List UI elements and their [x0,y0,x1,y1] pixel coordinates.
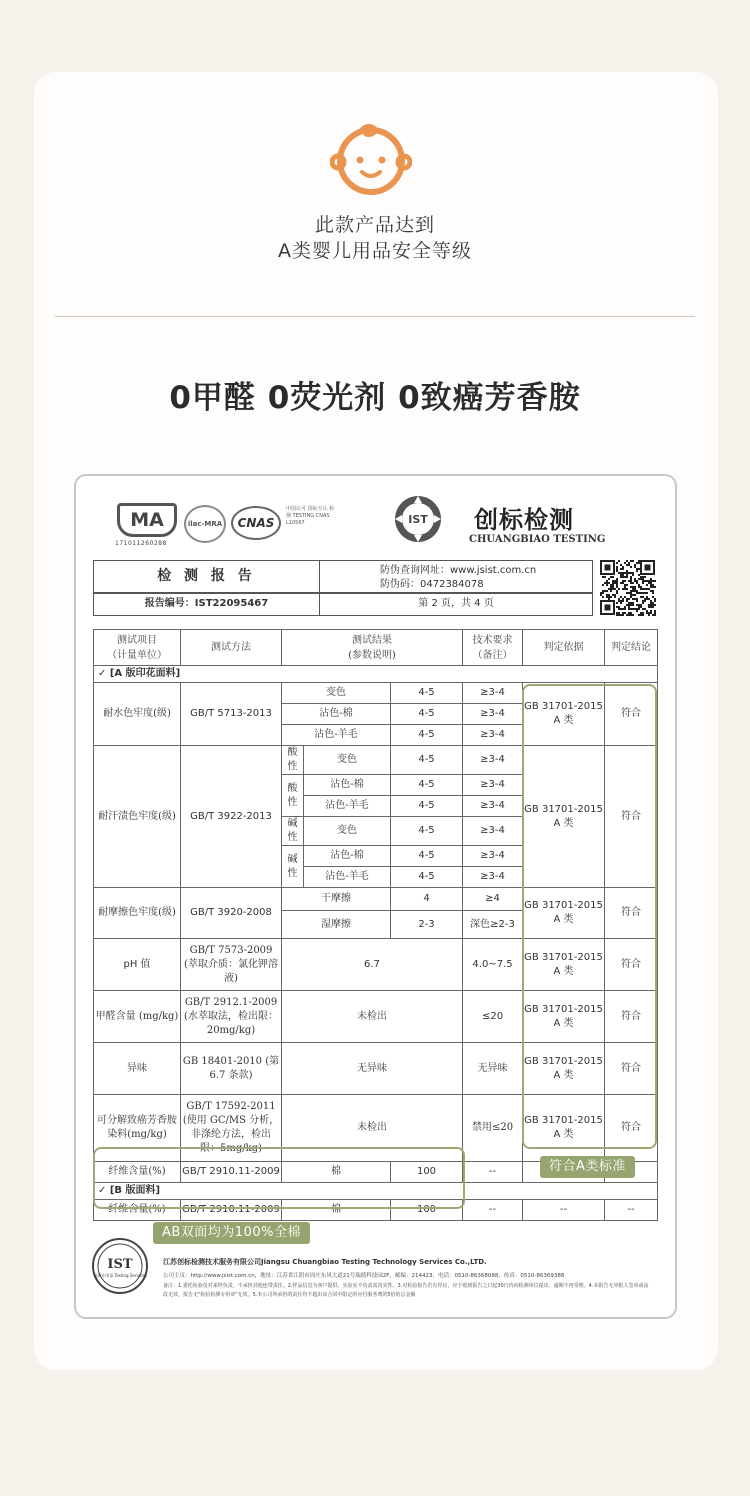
seal-subtext: 检测专用章 Testing Services [93,1273,147,1278]
ist-logo-text: IST [408,513,428,526]
seal-icon [91,1237,149,1295]
anti-fake-info [320,561,592,594]
table-row: pH 值 GB/T 7573-2009 (萃取介质：氯化钾溶液) 6.7 4.0~7.5 GB 31701-2015 A 类 符合 [94,939,658,991]
section-a: ✓ [A 版印花面料] [94,666,658,683]
table-row: 耐摩擦色牢度(级) GB/T 3920-2008 干摩擦 4 ≥4 GB 31701-2015 A 类 符合 [94,888,658,911]
col-result: 测试结果 (参数说明) [282,630,463,666]
headline: 0甲醛 0荧光剂 0致癌芳香胺 [169,380,581,416]
table-row: 甲醛含量 (mg/kg) GB/T 2912.1-2009 (水萃取法，检出限：20mg/kg) 未检出 ≤20 GB 31701-2015 A 类 符合 [94,991,658,1043]
footer-company: 江苏创标检测技术服务有限公司Jiangsu Chuangbiao Testing Technology Services Co.,LTD. [163,1258,487,1266]
col-item: 测试项目 （计量单位） [94,630,181,666]
brand-name-en: CHUANGBIAO TESTING [469,534,606,545]
cnas-note: 中国认可 国际互认 检测 TESTING CNAS L10567 [286,506,335,526]
table-row: 沾色-羊毛 4-5 ≥3-4 [94,796,658,817]
report-title: 检 测 报 告 [94,561,320,594]
table-row: 耐水色牢度(级) GB/T 5713-2013 变色 4-5 ≥3-4 GB 31701-2015 A 类 符合 [94,683,658,704]
page-info: 第 2 页，共 4 页 [418,598,494,609]
a-class-tag: 符合A类标准 [540,1156,635,1178]
col-conclusion: 判定结论 [605,630,658,666]
footer-address: 公司主页：http://www.jsist.com.cn，地址：江苏省江阴市周庄东风大道21号瑞德科技园2F，邮编：214423，电话：0510-86368088，传真：0510-86369388 [163,1273,565,1279]
cma-number: 171011260288 [115,540,167,547]
table-row: 可分解致癌芳香胺染料(mg/kg) GB/T 17592-2011 (使用 GC/MS 分析，非涤纶方法，检出限：5mg/kg) 未检出 禁用≤20 GB 31701-2015 A 类 符合 [94,1095,658,1162]
cma-logo: MA [117,503,177,537]
divider [55,316,695,317]
ist-logo-icon [393,494,443,544]
table-row: 异味 GB 18401-2010 (第 6.7 条款) 无异味 无异味 GB 31701-2015 A 类 符合 [94,1043,658,1095]
qr-code [600,560,656,616]
table-row: 沾色-羊毛 4-5 ≥3-4 [94,867,658,888]
seal-text: IST [107,1257,133,1272]
table-row: 沾色-棉 4-5 ≥3-4 [94,704,658,725]
cotton-tag: AB双面均为100%全棉 [153,1222,310,1244]
ilac-mra-logo: ilac-MRA [184,505,226,543]
table-row: 纤维含量(%) GB/T 2910.11-2009 棉 100 -- [94,1162,658,1183]
tagline-line-2: A类婴儿用品安全等级 [278,240,472,262]
table-row: 湿摩擦 2-3 深色≥2-3 [94,911,658,939]
table-row: 碱性 变色 4-5 ≥3-4 [94,817,658,846]
table-row: 沾色-羊毛 4-5 ≥3-4 [94,725,658,746]
cnas-logo: CNAS [231,506,281,540]
table-row: 纤维含量(%) GB/T 2910.11-2009 棉 100 -- -- -- [94,1200,658,1221]
footer-note: 备注：1.委托检验仅对来样负责，不承担其他连带责任。2.样品信息为客户提供，实验室不负责其真实性。3.对检验报告若有异议，应于收到报告之日起30日内向检测单位提出，逾期不再受理。4.本报告无审批人签章或涂改无效，报告无"检验检测专用章"无效。5.本公司所承担的责任均不超出该合同中限定的应付服务费的5倍的总金额 [163,1283,649,1298]
query-url: 防伪查询网址：www.jsist.com.cn [380,565,537,576]
table-row: 碱性 沾色-棉 4-5 ≥3-4 [94,846,658,867]
results-table [93,629,657,1221]
col-method: 测试方法 [181,630,282,666]
anti-fake-code: 防伪码：0472384078 [380,579,484,590]
col-req: 技术要求 （备注） [463,630,523,666]
tagline [0,212,750,264]
report-number: 报告编号：IST22095467 [94,594,320,615]
report-header [93,560,593,616]
table-row: 酸性 沾色-棉 4-5 ≥3-4 [94,775,658,796]
baby-face-icon [330,120,412,196]
tagline-line-1: 此款产品达到 [314,214,435,236]
col-basis: 判定依据 [523,630,605,666]
brand-name-cn: 创标检测 [474,505,574,534]
section-b: ✓ [B 版面料] [94,1183,658,1200]
table-row: 耐汗渍色牢度(级) GB/T 3922-2013 酸性 变色 4-5 ≥3-4 GB 31701-2015 A 类 符合 [94,746,658,775]
